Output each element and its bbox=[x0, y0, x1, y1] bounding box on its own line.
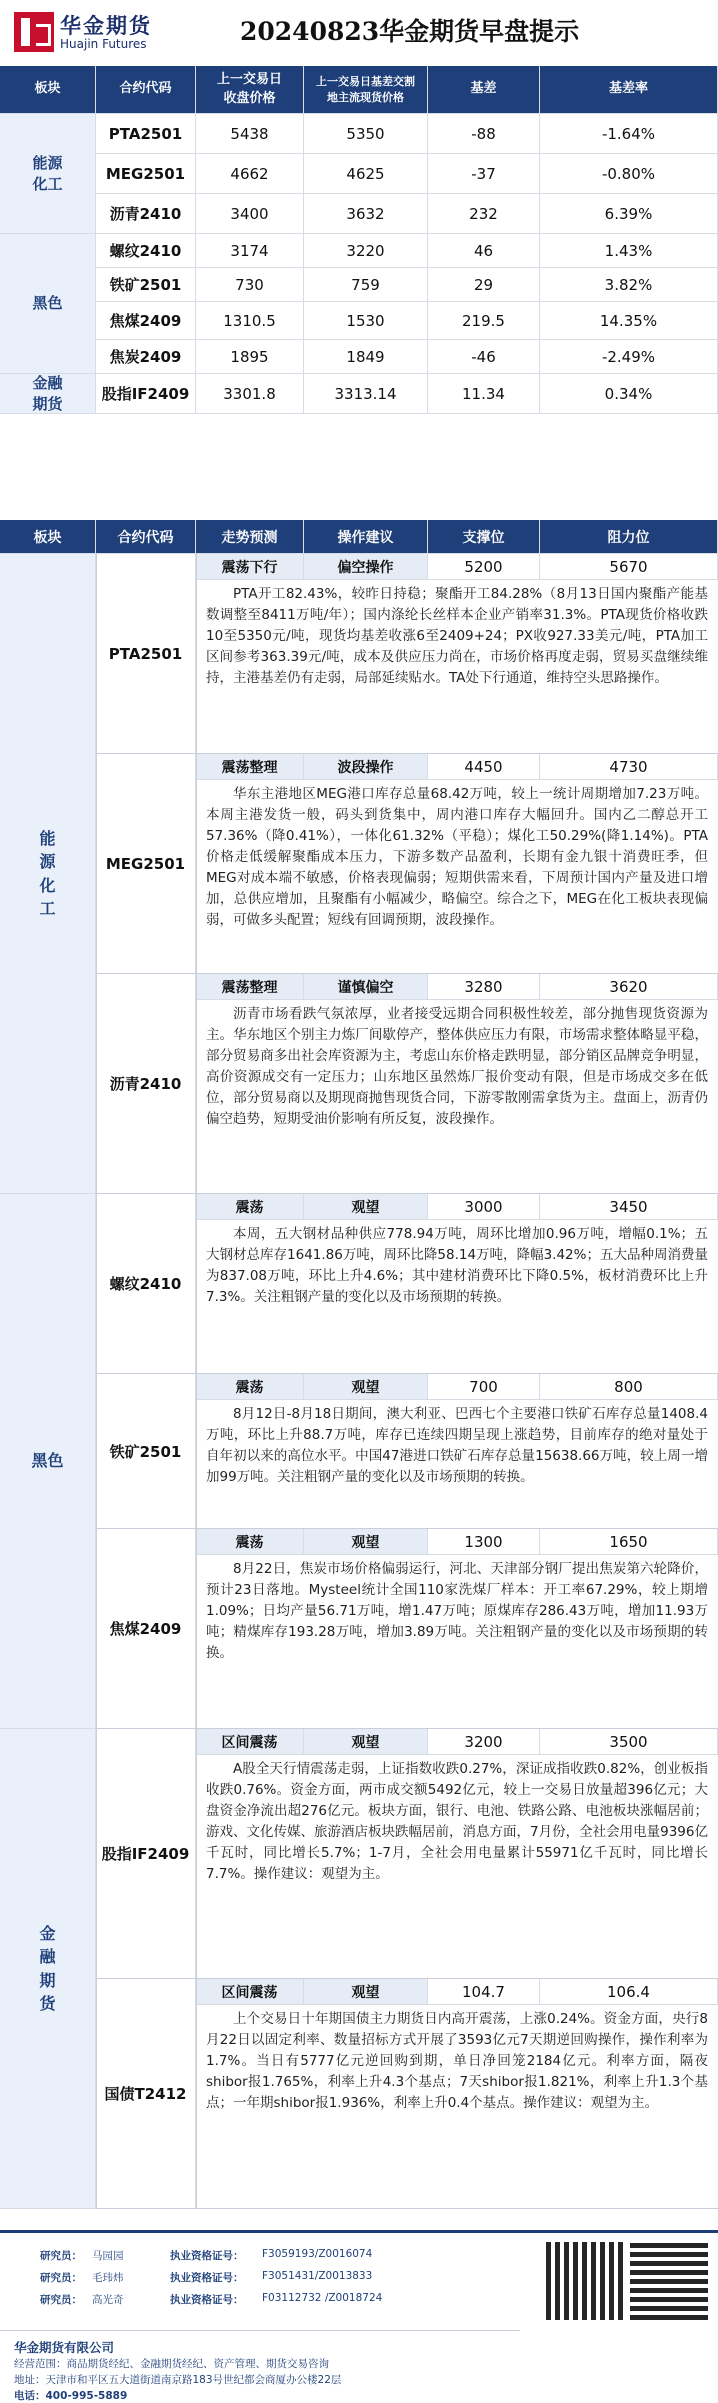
sector-label: 能 源 化 工 bbox=[0, 554, 96, 1194]
contract-code: 国债T2412 bbox=[96, 1979, 196, 2209]
resistance-level: 3450 bbox=[540, 1194, 718, 1220]
table1-header-cell: 上一交易日基差交割 地主流现货价格 bbox=[304, 66, 428, 114]
column-divider bbox=[96, 554, 97, 2209]
footer-divider bbox=[0, 2330, 520, 2331]
contract-code: MEG2501 bbox=[96, 154, 196, 194]
row-divider bbox=[96, 2208, 718, 2209]
table1-value: 3313.14 bbox=[304, 374, 428, 414]
support-level: 5200 bbox=[428, 554, 540, 580]
analysis-text: PTA开工82.43%，较昨日持稳；聚酯开工84.28%（8月13日国内聚酯产能基数调整至8411万吨/年）；国内涤纶长丝样本企业产销率31.3%。PTA现货价格收跌10至5350元/吨，现货均基差收涨6至2409+24；PX收927.33美元/吨，PTA加工区间参考363.39元/吨，成本及供应压力尚在，市场价格再度走弱，贸易买盘继续维持，主港基差仍有走弱，局部延续贴水。TA处下行通道，维持空头思路操作。 bbox=[206, 586, 708, 686]
cert-label: 执业资格证号： bbox=[170, 2250, 244, 2262]
sector-label: 黑色 bbox=[0, 1194, 96, 1729]
cert-number: F3059193/Z0016074 bbox=[262, 2248, 373, 2260]
researcher-name: 马园园 bbox=[92, 2250, 124, 2262]
support-level: 104.7 bbox=[428, 1979, 540, 2005]
table1-value: 6.39% bbox=[540, 194, 718, 234]
trend-prediction: 区间震荡 bbox=[196, 1729, 304, 1755]
contract-code: 焦煤2409 bbox=[96, 1529, 196, 1729]
operation-advice: 谨慎偏空 bbox=[304, 974, 428, 1000]
table1-value: -2.49% bbox=[540, 340, 718, 374]
operation-advice: 波段操作 bbox=[304, 754, 428, 780]
table1-value: 219.5 bbox=[428, 302, 540, 340]
support-level: 4450 bbox=[428, 754, 540, 780]
table1-value: 3632 bbox=[304, 194, 428, 234]
table1-value: 11.34 bbox=[428, 374, 540, 414]
company-phone: 电话：400-995-5889 bbox=[14, 2390, 128, 2402]
table1-value: 232 bbox=[428, 194, 540, 234]
page-header bbox=[0, 0, 718, 66]
table1-header-cell: 板块 bbox=[0, 66, 96, 114]
table1-value: 14.35% bbox=[540, 302, 718, 340]
table1-header-cell: 上一交易日 收盘价格 bbox=[196, 66, 304, 114]
contract-code: MEG2501 bbox=[96, 754, 196, 974]
table1-value: 1895 bbox=[196, 340, 304, 374]
table1-value: 1.43% bbox=[540, 234, 718, 268]
sector-label: 黑色 bbox=[0, 234, 96, 374]
table1-value: 3301.8 bbox=[196, 374, 304, 414]
cert-label: 执业资格证号： bbox=[170, 2294, 244, 2306]
contract-code: 股指IF2409 bbox=[96, 1729, 196, 1979]
support-level: 3000 bbox=[428, 1194, 540, 1220]
cert-number: F3051431/Z0013833 bbox=[262, 2270, 373, 2282]
table1-value: 4625 bbox=[304, 154, 428, 194]
table1-value: 3220 bbox=[304, 234, 428, 268]
resistance-level: 800 bbox=[540, 1374, 718, 1400]
table1-value: 29 bbox=[428, 268, 540, 302]
table1-value: 4662 bbox=[196, 154, 304, 194]
operation-advice: 观望 bbox=[304, 1374, 428, 1400]
table1-value: 1530 bbox=[304, 302, 428, 340]
table1-value: 3174 bbox=[196, 234, 304, 268]
table2-header-cell: 板块 bbox=[0, 520, 96, 554]
logo-text-cn: 华金期货 bbox=[60, 14, 152, 38]
resistance-level: 3500 bbox=[540, 1729, 718, 1755]
analysis-text: 沥青市场看跌气氛浓厚，业者接受远期合同积极性较差，部分抛售现货资源为主。华东地区个别主力炼厂间歇停产，整体供应压力有限，市场需求整体略显平稳，部分贸易商多出社会库资源为主，考虑山东价格走跌明显，部分销区品牌竞争明显，高价资源成交有一定压力；山东地区虽然炼厂报价变动有限，但是市场成交多在低位，部分贸易商以及期现商抛售现货合同，下游零散刚需拿货为主。盘面上，沥青仍偏空趋势，短期受油价影响有所反复，波段操作。 bbox=[206, 1006, 708, 1127]
table1-value: 3400 bbox=[196, 194, 304, 234]
contract-code: 螺纹2410 bbox=[96, 1194, 196, 1374]
logo-text-en: Huajin Futures bbox=[60, 37, 147, 51]
trend-prediction: 震荡整理 bbox=[196, 754, 304, 780]
contract-code: 沥青2410 bbox=[96, 194, 196, 234]
table2-header-cell: 走势预测 bbox=[196, 520, 304, 554]
table1-value: -0.80% bbox=[540, 154, 718, 194]
operation-advice: 观望 bbox=[304, 1979, 428, 2005]
resistance-level: 1650 bbox=[540, 1529, 718, 1555]
operation-advice: 观望 bbox=[304, 1529, 428, 1555]
table1-value: 0.34% bbox=[540, 374, 718, 414]
researcher-label: 研究员： bbox=[40, 2294, 82, 2306]
company-logo-icon bbox=[14, 12, 54, 52]
contract-code: 焦煤2409 bbox=[96, 302, 196, 340]
researcher-name: 高光奇 bbox=[92, 2294, 124, 2306]
researcher-label: 研究员： bbox=[40, 2272, 82, 2284]
support-level: 3280 bbox=[428, 974, 540, 1000]
trend-prediction: 震荡下行 bbox=[196, 554, 304, 580]
trend-prediction: 震荡 bbox=[196, 1374, 304, 1400]
contract-code: 螺纹2410 bbox=[96, 234, 196, 268]
resistance-level: 5670 bbox=[540, 554, 718, 580]
trend-prediction: 区间震荡 bbox=[196, 1979, 304, 2005]
support-level: 700 bbox=[428, 1374, 540, 1400]
sector-label: 能源 化工 bbox=[0, 114, 96, 234]
resistance-level: 4730 bbox=[540, 754, 718, 780]
table1-value: 3.82% bbox=[540, 268, 718, 302]
trend-prediction: 震荡 bbox=[196, 1529, 304, 1555]
contract-code: 沥青2410 bbox=[96, 974, 196, 1194]
table1-value: -1.64% bbox=[540, 114, 718, 154]
researcher-name: 毛玮炜 bbox=[92, 2272, 124, 2284]
qr-code-icon bbox=[630, 2242, 708, 2320]
cert-number: F03112732 /Z0018724 bbox=[262, 2292, 383, 2304]
business-scope: 经营范围：商品期货经纪、金融期货经纪、资产管理、期货交易咨询 bbox=[14, 2358, 329, 2370]
table1-value: 759 bbox=[304, 268, 428, 302]
table1-header-cell: 基差率 bbox=[540, 66, 718, 114]
contract-code: 股指IF2409 bbox=[96, 374, 196, 414]
table2-header-cell: 支撑位 bbox=[428, 520, 540, 554]
contract-code: 铁矿2501 bbox=[96, 268, 196, 302]
table2-header-cell: 合约代码 bbox=[96, 520, 196, 554]
table1-value: -46 bbox=[428, 340, 540, 374]
support-level: 1300 bbox=[428, 1529, 540, 1555]
trend-prediction: 震荡整理 bbox=[196, 974, 304, 1000]
page-title: 20240823华金期货早盘提示 bbox=[240, 17, 580, 46]
table1-value: -88 bbox=[428, 114, 540, 154]
footer-top-bar bbox=[0, 2230, 718, 2233]
analysis-text: 华东主港地区MEG港口库存总量68.42万吨，较上一统计周期增加7.23万吨。本周主港发货一般，码头到货集中，周内港口库存大幅回升。国内乙二醇总开工57.36%（降0.41%），一体化61.32%（平稳）；煤化工50.29%(降1.14%)。PTA价格走低缓解聚酯成本压力，下游多数产品盈利，长期有金九银十消费旺季，但MEG对成本端不敏感，价格表现偏弱；短期供需来看，下周预计国内产量及进口增加，总供应增加，且聚酯有小幅减少，略偏空。综合之下，MEG在化工板块表现偏弱，可做多头配置；短线有回调预期，波段操作。 bbox=[206, 786, 708, 928]
table1-value: 1310.5 bbox=[196, 302, 304, 340]
sector-label: 金融 期货 bbox=[0, 374, 96, 414]
trend-prediction: 震荡 bbox=[196, 1194, 304, 1220]
cert-label: 执业资格证号： bbox=[170, 2272, 244, 2284]
company-name: 华金期货有限公司 bbox=[14, 2340, 115, 2355]
table1-value: -37 bbox=[428, 154, 540, 194]
operation-advice: 偏空操作 bbox=[304, 554, 428, 580]
column-divider bbox=[196, 554, 197, 2209]
analysis-text: 8月12日-8月18日期间，澳大利亚、巴西七个主要港口铁矿石库存总量1408.4万吨，环比上升88.7万吨，库存已连续四期呈现上涨趋势，目前库存的绝对量处于自年初以来的高位水平。中国47港进口铁矿石库存总量15638.66万吨，较上周一增加99万吨。关注粗钢产量的变化以及市场预期的转换。 bbox=[206, 1406, 708, 1485]
table1-header-cell: 合约代码 bbox=[96, 66, 196, 114]
contract-code: PTA2501 bbox=[96, 114, 196, 154]
table1-value: 5438 bbox=[196, 114, 304, 154]
footer bbox=[0, 2230, 718, 2402]
table2-header-cell: 操作建议 bbox=[304, 520, 428, 554]
contract-code: 铁矿2501 bbox=[96, 1374, 196, 1529]
table1-value: 1849 bbox=[304, 340, 428, 374]
operation-advice: 观望 bbox=[304, 1729, 428, 1755]
contract-code: 焦炭2409 bbox=[96, 340, 196, 374]
table1-value: 730 bbox=[196, 268, 304, 302]
researcher-label: 研究员： bbox=[40, 2250, 82, 2262]
table1-value: 5350 bbox=[304, 114, 428, 154]
company-address: 地址：天津市和平区五大道街道南京路183号世纪都会商厦办公楼22层 bbox=[14, 2374, 342, 2386]
analysis-text: 8月22日，焦炭市场价格偏弱运行，河北、天津部分钢厂提出焦炭第六轮降价，预计23日落地。Mysteel统计全国110家洗煤厂样本：开工率67.29%，较上期增1.09%；日均产量56.71万吨，增1.47万吨；原煤库存286.43万吨，增加11.93万吨；精煤库存193.28万吨，增加3.89万吨。关注粗钢产量的变化以及市场预期的转换。 bbox=[206, 1561, 708, 1661]
analysis-text: 上个交易日十年期国债主力期货日内高开震荡，上涨0.24%。资金方面，央行8月22日以固定利率、数量招标方式开展了3593亿元7天期逆回购操作，操作利率为1.7%。当日有5777亿元逆回购到期，单日净回笼2184亿元。利率方面，隔夜shibor报1.765%，利率上升4.3个基点；7天shibor报1.821%，利率上升1.3个基点；一年期shibor报1.936%，利率上升0.4个基点。操作建议：观望为主。 bbox=[206, 2011, 708, 2111]
table1-header-cell: 基差 bbox=[428, 66, 540, 114]
support-level: 3200 bbox=[428, 1729, 540, 1755]
table1-value: 46 bbox=[428, 234, 540, 268]
table2-header-cell: 阻力位 bbox=[540, 520, 718, 554]
analysis-text: 本周，五大钢材品种供应778.94万吨，周环比增加0.96万吨，增幅0.1%；五大钢材总库存1641.86万吨，周环比降58.14万吨，降幅3.42%；五大品种周消费量为837.08万吨，环比上升4.6%；其中建材消费环比下降0.5%，板材消费环比上升7.3%。关注粗钢产量的变化以及市场预期的转换。 bbox=[206, 1226, 708, 1305]
operation-advice: 观望 bbox=[304, 1194, 428, 1220]
resistance-level: 3620 bbox=[540, 974, 718, 1000]
qr-code-icon bbox=[546, 2242, 624, 2320]
contract-code: PTA2501 bbox=[96, 554, 196, 754]
resistance-level: 106.4 bbox=[540, 1979, 718, 2005]
sector-label: 金 融 期 货 bbox=[0, 1729, 96, 2209]
analysis-text: A股全天行情震荡走弱，上证指数收跌0.27%，深证成指收跌0.82%，创业板指收跌0.76%。资金方面，两市成交额5492亿元，较上一交易日放量超396亿元；大盘资金净流出超276亿元。板块方面，银行、电池、铁路公路、电池板块涨幅居前；游戏、文化传媒、旅游酒店板块跌幅居前，消息方面，7月份，全社会用电量9396亿千瓦时，同比增长5.7%；1-7月，全社会用电量累计55971亿千瓦时，同比增长7.7%。操作建议：观望为主。 bbox=[206, 1761, 708, 1882]
